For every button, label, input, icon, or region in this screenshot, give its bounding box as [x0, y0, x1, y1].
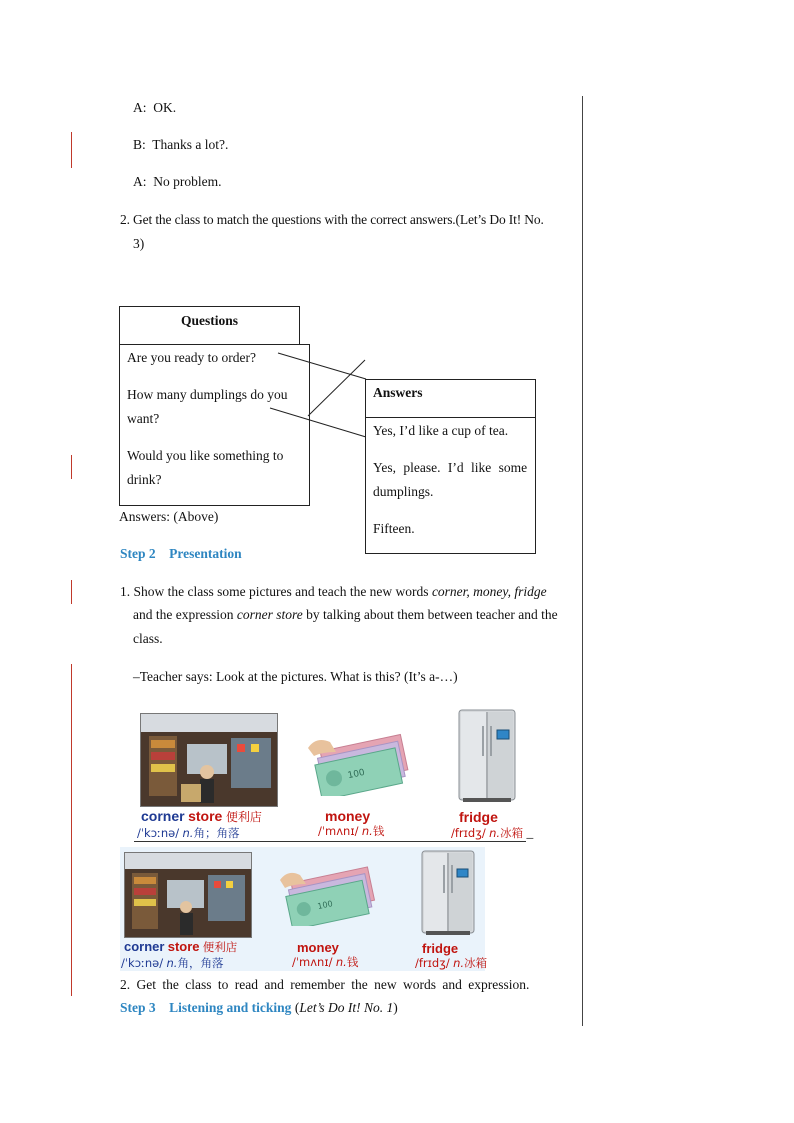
- question-item: drink?: [127, 472, 162, 487]
- answers-divider: [366, 417, 535, 418]
- answer-item: Yes, please. I’d like some: [373, 460, 528, 475]
- corner-store-photo: [124, 852, 252, 938]
- vocab-corner-phonetic: /ˈkɔːnə/ n.角；角落: [137, 826, 240, 840]
- instruction-text: 2. Get the class to read and remember the new words and expression.: [120, 977, 530, 992]
- match-line: [278, 353, 366, 379]
- questions-header: Questions: [180, 313, 238, 328]
- fridge-photo: [457, 708, 517, 804]
- instruction-text: 3): [133, 236, 145, 251]
- question-item: How many dumplings do you: [127, 387, 288, 402]
- money-photo: [306, 726, 410, 796]
- vocab-corner-store: corner store 便利店: [124, 939, 238, 954]
- corner-store-photo: [140, 713, 278, 807]
- vocab-money-phonetic: /ˈmʌnɪ/ n.钱: [292, 955, 359, 969]
- vocab-money: money: [325, 808, 371, 824]
- answers-header: Answers: [373, 385, 423, 400]
- vocab-underline: [134, 841, 526, 842]
- answers-note: Answers: (Above): [119, 509, 219, 524]
- fridge-photo: [420, 849, 476, 937]
- presentation-text: 1. Show the class some pictures and teach the new words corner, money, fridge: [120, 584, 547, 599]
- vocab-corner-store: corner store 便利店: [141, 808, 262, 824]
- presentation-text: and the expression corner store by talking about them between teacher and the: [133, 607, 558, 622]
- vocab-fridge: fridge: [422, 941, 459, 956]
- money-photo: [278, 860, 376, 926]
- vocab-fridge-phonetic: /frɪdʒ/ n.冰箱 _: [451, 825, 534, 840]
- dialogue-line: A: No problem.: [133, 174, 222, 189]
- vocab-corner-phonetic: /ˈkɔːnə/ n.角，角落: [121, 956, 224, 970]
- vocab-money: money: [297, 940, 339, 955]
- svg-text:100: 100: [316, 899, 334, 912]
- dialogue-line: A: OK.: [133, 100, 177, 115]
- match-line: [308, 360, 365, 416]
- answers-box: [365, 379, 536, 554]
- instruction-text: 2. Get the class to match the questions with the correct answers.(Let’s Do It! No.: [120, 212, 544, 227]
- presentation-text: class.: [133, 631, 163, 646]
- answer-item: dumplings.: [373, 484, 434, 499]
- svg-text:100: 100: [346, 767, 366, 782]
- match-line: [270, 408, 366, 437]
- vocab-money-phonetic: /ˈmʌnɪ/ n.钱: [318, 824, 385, 838]
- answer-item: Fifteen.: [373, 521, 415, 536]
- question-item: Are you ready to order?: [127, 350, 256, 365]
- question-item: want?: [127, 411, 160, 426]
- teacher-prompt: –Teacher says: Look at the pictures. What is this? (It’s a-…): [133, 669, 458, 684]
- vocab-fridge-phonetic: /frɪdʒ/ n.冰箱: [415, 956, 488, 970]
- answer-item: Yes, I’d like a cup of tea.: [373, 423, 509, 438]
- question-item: Would you like something to: [127, 448, 284, 463]
- step-heading: Step 3 Listening and ticking (Let’s Do It! No. 1): [120, 1000, 398, 1015]
- dialogue-line: B: Thanks a lot?.: [133, 137, 229, 152]
- step-heading: Step 2 Presentation: [120, 546, 242, 561]
- vocab-fridge: fridge: [459, 809, 498, 825]
